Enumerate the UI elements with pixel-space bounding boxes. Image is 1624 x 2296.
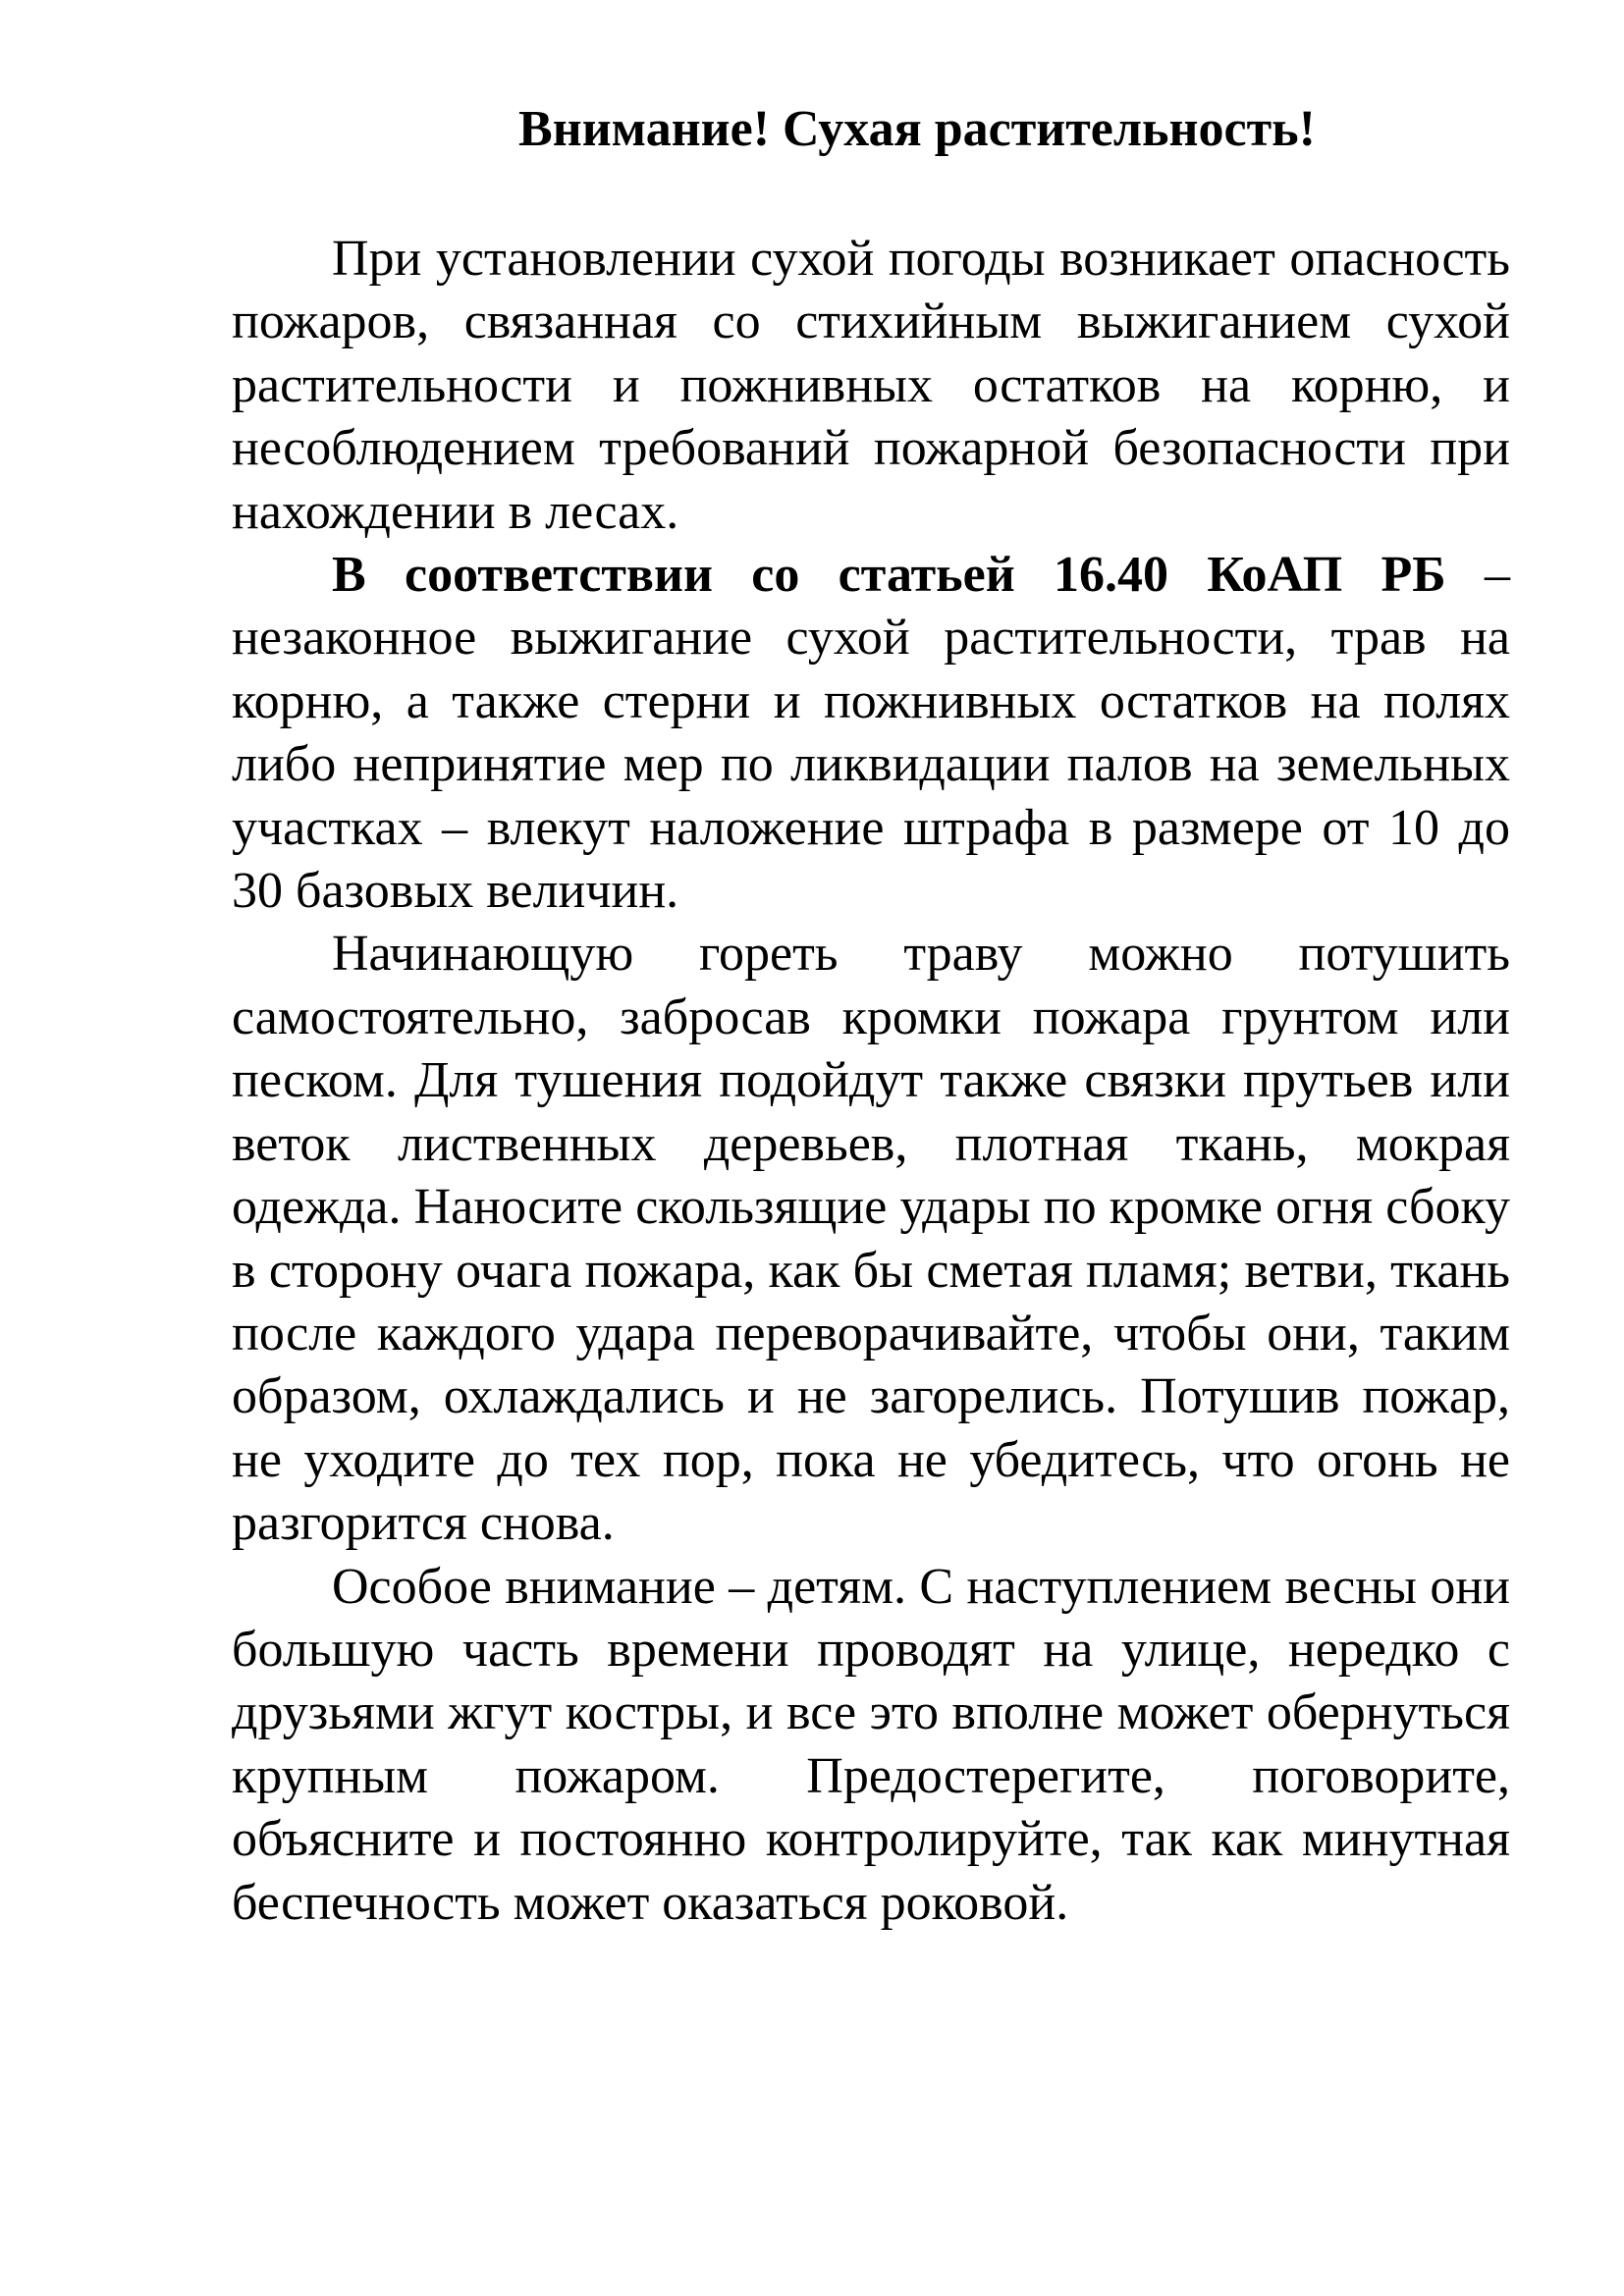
paragraph-text: Особое внимание – детям. С наступлением весны они большую часть времени проводят на улице, нередко с друзьями жгут костры, и все это вполне может обернуться крупным пожаром. Предостерегите, поговорите, объясните и постоянно контролируйте, так как минутная беспечность может оказаться роковой. xyxy=(232,1558,1510,1931)
document-title: Внимание! Сухая растительность! xyxy=(518,101,1316,157)
paragraph-extinguishing xyxy=(232,923,1510,1555)
paragraph-dry-weather xyxy=(232,228,1510,544)
document-body xyxy=(232,228,1510,1935)
paragraph-text: Начинающую гореть траву можно потушить самостоятельно, забросав кромки пожара грунтом или песком. Для тушения подойдут также связки прутьев или веток лиственных деревьев, плотная ткань, мокрая одежда. Наносите скользящие удары по кромке огня сбоку в сторону очага пожара, как бы сметая пламя; ветви, ткань после каждого удара переворачивайте, чтобы они, таким образом, охлаждались и не загорелись. Потушив пожар, не уходите до тех пор, пока не убедитесь, что огонь не разгорится снова. xyxy=(232,926,1510,1552)
paragraph-text: При установлении сухой погоды возникает опасность пожаров, связанная со стихийным выжиганием сухой растительности и пожнивных остатков на корню, и несоблюдением требований пожарной безопасности при нахождении в лесах. xyxy=(232,231,1510,540)
paragraph-children xyxy=(232,1556,1510,1935)
paragraph-law-article xyxy=(232,544,1510,923)
paragraph-text: – незаконное выжигание сухой растительности, трав на корню, а также стерни и пожнивных остатков на полях либо непринятие мер по ликвидации палов на земельных участках – влекут наложение штрафа в размере от 10 до 30 базовых величин. xyxy=(232,547,1511,920)
law-reference: В соответствии со статьей 16.40 КоАП РБ xyxy=(332,547,1446,604)
